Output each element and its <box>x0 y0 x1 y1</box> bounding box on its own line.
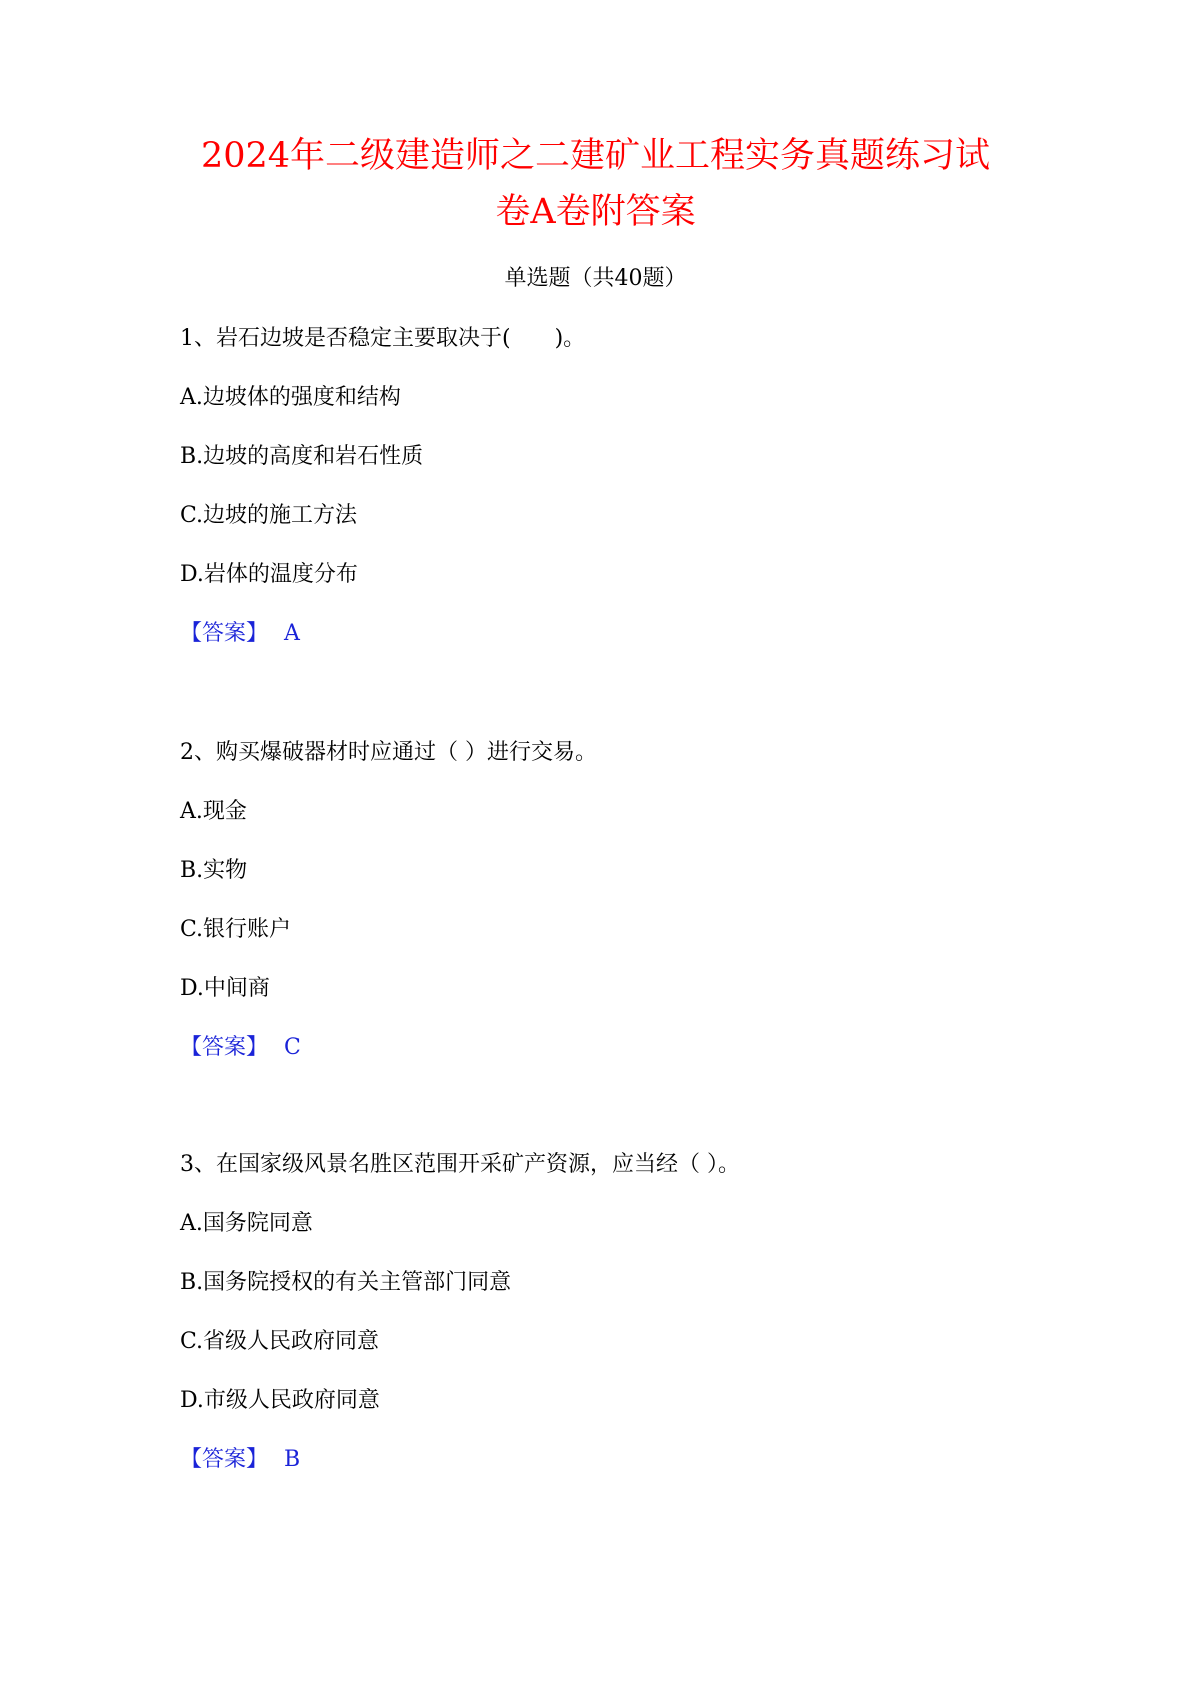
question-2 <box>180 738 1010 1063</box>
document-title-line-1: 2024年二级建造师之二建矿业工程实务真题练习试 <box>200 136 991 176</box>
answer-line <box>180 619 1010 649</box>
option-d: D.市级人民政府同意 <box>180 1388 380 1413</box>
document-title <box>180 128 1011 240</box>
question-1 <box>180 324 1010 649</box>
option-b: B.实物 <box>180 858 248 883</box>
option-c: C.银行账户 <box>180 917 292 942</box>
option-a: A.边坡体的强度和结构 <box>180 385 401 410</box>
option-a: A.国务院同意 <box>180 1211 313 1236</box>
answer-label: 【答案】 <box>180 1035 269 1060</box>
option-c: C.边坡的施工方法 <box>180 503 358 528</box>
option-b: B.国务院授权的有关主管部门同意 <box>180 1270 512 1295</box>
document-title-line-2: 卷A卷附答案 <box>495 192 696 232</box>
answer-label: 【答案】 <box>180 621 269 646</box>
question-3 <box>180 1150 1010 1475</box>
option-a: A.现金 <box>180 799 247 824</box>
question-stem: 2、购买爆破器材时应通过（ ）进行交易。 <box>180 740 597 765</box>
option-d: D.中间商 <box>180 976 270 1001</box>
answer-line <box>180 1033 1010 1063</box>
answer-value: A <box>284 621 300 646</box>
option-b: B.边坡的高度和岩石性质 <box>180 444 424 469</box>
option-c: C.省级人民政府同意 <box>180 1329 380 1354</box>
answer-value: B <box>284 1447 301 1472</box>
answer-label: 【答案】 <box>180 1447 269 1472</box>
option-d: D.岩体的温度分布 <box>180 562 358 587</box>
section-heading: 单选题（共40题） <box>504 266 687 291</box>
question-stem: 3、在国家级风景名胜区范围开采矿产资源，应当经（ ）。 <box>180 1152 740 1177</box>
answer-value: C <box>284 1035 301 1060</box>
answer-line <box>180 1445 1010 1475</box>
question-stem: 1、岩石边坡是否稳定主要取决于( )。 <box>180 326 586 351</box>
